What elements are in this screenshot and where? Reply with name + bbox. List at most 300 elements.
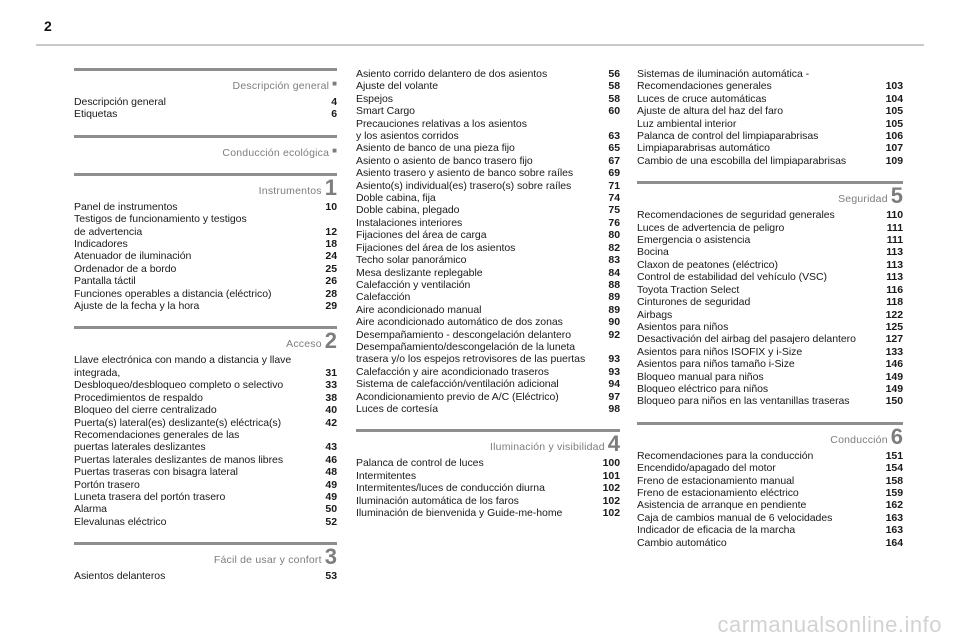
section-rule: [74, 135, 337, 138]
entry-label: Smart Cargo: [356, 105, 415, 118]
entry-page-number: 24: [325, 250, 337, 263]
entry-page-number: 102: [602, 494, 620, 507]
entry-label: Toyota Traction Select: [637, 283, 740, 296]
toc-entry[interactable]: [356, 329, 620, 341]
toc-entry[interactable]: [356, 403, 620, 415]
entry-label: Limpiaparabrisas automático: [637, 142, 770, 155]
toc-entry[interactable]: [637, 222, 903, 234]
entry-page-number: 63: [608, 130, 620, 143]
entry-page-number: 49: [325, 478, 337, 491]
toc-entry[interactable]: [74, 96, 337, 108]
toc-entry[interactable]: [356, 180, 620, 192]
toc-entry[interactable]: [74, 392, 337, 404]
entry-page-number: 53: [325, 570, 337, 583]
toc-entry[interactable]: [356, 291, 620, 303]
toc-entry[interactable]: [356, 217, 620, 229]
entry-page-number: 33: [325, 379, 337, 392]
section-heading[interactable]: [74, 173, 337, 200]
entry-label: Recomendaciones generales de las: [74, 428, 240, 441]
section-number: 4: [607, 431, 620, 457]
toc-entry[interactable]: [356, 229, 620, 241]
toc-entry[interactable]: [74, 226, 337, 238]
entry-page-number: 42: [325, 416, 337, 429]
entry-page-number: 93: [608, 365, 620, 378]
entry-label: Caja de cambios manual de 6 velocidades: [637, 511, 833, 524]
entry-label: Recomendaciones generales: [637, 80, 772, 93]
toc-entry[interactable]: [637, 271, 903, 283]
toc-entry[interactable]: [74, 354, 337, 366]
toc-entry[interactable]: [74, 213, 337, 225]
entry-label: Puertas traseras con bisagra lateral: [74, 466, 238, 479]
toc-entry[interactable]: [74, 238, 337, 250]
entry-page-number: 122: [885, 308, 903, 321]
entry-label: Descripción general: [74, 96, 166, 108]
entry-page-number: 75: [608, 204, 620, 217]
entry-page-number: 80: [608, 229, 620, 242]
section-heading[interactable]: [74, 326, 337, 354]
toc-entry[interactable]: [356, 68, 620, 80]
entry-label: Luz ambiental interior: [637, 117, 737, 130]
entry-label: Cambio de una escobilla del limpiaparabrisas: [637, 154, 847, 167]
entry-label: Ajuste del volante: [356, 80, 438, 93]
toc-entry[interactable]: [637, 450, 903, 462]
entry-page-number: 104: [885, 92, 903, 105]
entry-label: Freno de estacionamiento eléctrico: [637, 486, 799, 499]
section-title: Seguridad: [838, 193, 888, 206]
entry-label: Aire acondicionado automático de dos zonas: [356, 316, 563, 329]
entry-page-number: 110: [886, 209, 903, 222]
toc-entry[interactable]: [356, 142, 620, 154]
entry-page-number: 111: [886, 221, 903, 234]
toc-entry[interactable]: [356, 93, 620, 105]
entry-label: trasera y/o los espejos retrovisores de las puertas: [356, 353, 586, 366]
entry-label: Aire acondicionado manual: [356, 303, 482, 316]
entry-label: Bloqueo del cierre centralizado: [74, 404, 217, 417]
toc-entry[interactable]: [637, 383, 903, 395]
entry-page-number: 116: [886, 283, 903, 296]
entry-label: Doble cabina, plegado: [356, 204, 460, 217]
entry-label: Asiento o asiento de banco trasero fijo: [356, 154, 533, 167]
entry-label: y los asientos corridos: [356, 130, 459, 143]
toc-entry[interactable]: [637, 358, 903, 370]
entry-label: Indicador de eficacia de la marcha: [637, 524, 796, 537]
entry-label: Cambio automático: [637, 536, 727, 549]
entry-label: Ordenador de a bordo: [74, 262, 177, 275]
entry-label: Bloqueo para niños en las ventanillas traseras: [637, 395, 850, 408]
toc-entry[interactable]: [356, 204, 620, 216]
entry-page-number: 38: [325, 391, 337, 404]
entry-page-number: 67: [608, 154, 620, 167]
entry-page-number: 105: [885, 117, 903, 130]
entry-label: Control de estabilidad del vehículo (VSC): [637, 271, 827, 284]
toc-entry[interactable]: [637, 209, 903, 221]
entry-page-number: 83: [608, 254, 620, 267]
entry-label: Panel de instrumentos: [74, 200, 178, 213]
toc-entry[interactable]: [356, 316, 620, 328]
toc-entry[interactable]: [74, 300, 337, 312]
entry-label: Precauciones relativas a los asientos: [356, 117, 527, 130]
entry-page-number: 69: [608, 167, 620, 180]
entry-label: Pantalla táctil: [74, 275, 136, 288]
section-heading[interactable]: [74, 542, 337, 570]
toc-entry[interactable]: [637, 346, 903, 358]
toc-entry[interactable]: [637, 68, 903, 80]
toc-column-3: [637, 68, 903, 549]
toc-entry[interactable]: [356, 267, 620, 279]
section-heading[interactable]: [637, 422, 903, 449]
toc-entry[interactable]: [356, 105, 620, 117]
entry-page-number: 6: [331, 108, 337, 121]
entry-page-number: 149: [885, 370, 903, 383]
entry-page-number: 98: [608, 402, 620, 415]
toc-entry[interactable]: [74, 263, 337, 275]
entry-page-number: 40: [325, 404, 337, 417]
entry-label: Sistema de calefacción/ventilación adicional: [356, 378, 559, 391]
entry-page-number: 103: [885, 80, 903, 93]
entry-label: Instalaciones interiores: [356, 216, 463, 229]
toc-entry[interactable]: [74, 479, 337, 491]
entry-page-number: 92: [608, 328, 620, 341]
section-title: Instrumentos: [258, 184, 322, 197]
entry-label: integrada,: [74, 366, 121, 379]
entry-label: Intermitentes/luces de conducción diurna: [356, 482, 545, 495]
entry-page-number: 106: [885, 130, 903, 143]
entry-label: Emergencia o asistencia: [637, 234, 751, 247]
entry-page-number: 56: [608, 68, 620, 80]
toc-entry[interactable]: [356, 118, 620, 130]
entry-page-number: 105: [885, 105, 903, 118]
section-number: 1: [324, 174, 337, 200]
entry-label: Desempañamiento - descongelación delantero: [356, 328, 572, 341]
entry-label: Ajuste de la fecha y la hora: [74, 300, 200, 313]
entry-page-number: 149: [885, 382, 903, 395]
toc-entry[interactable]: [356, 167, 620, 179]
entry-label: Recomendaciones para la conducción: [637, 449, 814, 462]
toc-entry[interactable]: [74, 108, 337, 120]
entry-label: Calefacción: [356, 291, 411, 304]
toc-entry[interactable]: [356, 341, 620, 353]
section-title: Conducción: [830, 433, 888, 446]
toc-entry[interactable]: [637, 105, 903, 117]
entry-label: Funciones operables a distancia (eléctrico): [74, 287, 272, 300]
toc-entry[interactable]: [74, 516, 337, 528]
entry-page-number: 118: [886, 296, 903, 309]
entry-page-number: 12: [325, 225, 337, 238]
toc-entry[interactable]: [74, 454, 337, 466]
entry-label: Espejos: [356, 92, 394, 105]
toc-entry[interactable]: [356, 80, 620, 92]
entry-page-number: 154: [885, 462, 903, 475]
entry-page-number: 48: [325, 466, 337, 479]
toc-entry[interactable]: [637, 499, 903, 511]
toc-entry[interactable]: [637, 395, 903, 407]
entry-label: Asientos para niños tamaño i-Size: [637, 358, 795, 371]
toc-entry[interactable]: [637, 524, 903, 536]
toc-entry[interactable]: [356, 366, 620, 378]
entry-page-number: 58: [608, 92, 620, 105]
entry-page-number: 113: [886, 246, 903, 259]
toc-entry[interactable]: [637, 309, 903, 321]
entry-page-number: 49: [325, 490, 337, 503]
toc-entry[interactable]: [637, 487, 903, 499]
toc-entry[interactable]: [74, 288, 337, 300]
toc-entry[interactable]: [74, 417, 337, 429]
entry-label: Puerta(s) lateral(es) deslizante(s) eléctrica(s): [74, 416, 282, 429]
entry-label: Palanca de control del limpiaparabrisas: [637, 130, 819, 143]
toc-entry[interactable]: [356, 378, 620, 390]
entry-page-number: 94: [608, 378, 620, 391]
entry-page-number: 163: [885, 524, 903, 537]
entry-page-number: 65: [608, 142, 620, 155]
toc-entry[interactable]: [74, 503, 337, 515]
section-title: Fácil de usar y confort: [213, 554, 322, 567]
entry-label: Etiquetas: [74, 108, 118, 121]
entry-label: puertas laterales deslizantes: [74, 441, 206, 454]
toc-entry[interactable]: [356, 495, 620, 507]
entry-page-number: 4: [331, 96, 337, 108]
section-number: 3: [324, 544, 337, 570]
toc-entry[interactable]: [74, 250, 337, 262]
section-title: Descripción general: [232, 80, 330, 92]
header-divider: [36, 44, 924, 46]
entry-label: Asientos delanteros: [74, 570, 166, 583]
toc-entry[interactable]: [637, 155, 903, 167]
section-marker-icon: ■: [332, 79, 337, 88]
section-heading[interactable]: [637, 181, 903, 209]
entry-page-number: 90: [608, 316, 620, 329]
toc-entry[interactable]: [74, 367, 337, 379]
toc-entry[interactable]: [637, 321, 903, 333]
toc-entry[interactable]: [74, 379, 337, 391]
entry-label: Techo solar panorámico: [356, 254, 467, 267]
toc-entry[interactable]: [637, 93, 903, 105]
entry-label: Desbloqueo/desbloqueo completo o selectivo: [74, 379, 284, 392]
toc-entry[interactable]: [356, 130, 620, 142]
entry-page-number: 29: [325, 300, 337, 313]
toc-entry[interactable]: [74, 275, 337, 287]
entry-page-number: 101: [602, 469, 620, 482]
toc-entry[interactable]: [74, 201, 337, 213]
entry-page-number: 102: [602, 507, 620, 519]
entry-label: Iluminación de bienvenida y Guide-me-home: [356, 507, 563, 519]
entry-page-number: 162: [885, 499, 903, 512]
entry-label: Alarma: [74, 503, 107, 516]
section-rule: [74, 173, 337, 176]
toc-entry[interactable]: [356, 482, 620, 494]
entry-label: Asiento corrido delantero de dos asientos: [356, 68, 548, 80]
toc-entry[interactable]: [637, 512, 903, 524]
entry-label: Asiento de banco de una pieza fijo: [356, 142, 515, 155]
toc-entry[interactable]: [637, 130, 903, 142]
section-number: 6: [890, 423, 903, 449]
entry-page-number: 93: [608, 353, 620, 366]
toc-entry[interactable]: [74, 491, 337, 503]
entry-page-number: 146: [885, 358, 903, 371]
entry-page-number: 88: [608, 278, 620, 291]
entry-page-number: 74: [608, 192, 620, 205]
toc-entry[interactable]: [356, 304, 620, 316]
entry-label: Acondicionamiento previo de A/C (Eléctrico): [356, 390, 559, 403]
entry-page-number: 164: [885, 536, 903, 549]
toc-entry[interactable]: [356, 242, 620, 254]
entry-page-number: 50: [325, 503, 337, 516]
entry-page-number: 89: [608, 303, 620, 316]
toc-entry[interactable]: [356, 279, 620, 291]
section-rule: [74, 542, 337, 545]
entry-label: Asistencia de arranque en pendiente: [637, 499, 807, 512]
entry-page-number: 43: [325, 441, 337, 454]
entry-label: Mesa deslizante replegable: [356, 266, 483, 279]
entry-page-number: 46: [325, 453, 337, 466]
entry-page-number: 102: [602, 482, 620, 495]
entry-page-number: 10: [325, 200, 337, 213]
entry-label: Desempañamiento/descongelación de la luneta: [356, 340, 576, 353]
entry-page-number: 100: [602, 457, 620, 470]
section-title: Iluminación y visibilidad: [490, 441, 605, 454]
entry-page-number: 89: [608, 291, 620, 304]
page-number: 2: [44, 18, 52, 34]
entry-page-number: 82: [608, 241, 620, 254]
entry-label: Atenuador de iluminación: [74, 250, 192, 263]
toc-entry[interactable]: [637, 537, 903, 549]
entry-page-number: 158: [885, 474, 903, 487]
entry-label: Freno de estacionamiento manual: [637, 474, 795, 487]
toc-entry[interactable]: [637, 371, 903, 383]
section-rule: [74, 326, 337, 329]
entry-page-number: 113: [886, 258, 903, 271]
entry-page-number: 163: [885, 511, 903, 524]
toc-entry[interactable]: [356, 391, 620, 403]
entry-page-number: 84: [608, 266, 620, 279]
section-rule: [74, 68, 337, 71]
toc-entry[interactable]: [637, 333, 903, 345]
toc-entry[interactable]: [637, 246, 903, 258]
entry-page-number: 127: [885, 333, 903, 346]
entry-page-number: 113: [886, 271, 903, 284]
toc-column-1: [74, 68, 337, 583]
entry-label: Testigos de funcionamiento y testigos: [74, 213, 247, 226]
entry-page-number: 26: [325, 275, 337, 288]
entry-label: Claxon de peatones (eléctrico): [637, 258, 778, 271]
toc-entry[interactable]: [356, 507, 620, 519]
section-title: Conducción ecológica: [222, 146, 330, 159]
entry-label: Luneta trasera del portón trasero: [74, 490, 226, 503]
entry-page-number: 28: [325, 287, 337, 300]
toc-entry[interactable]: [356, 254, 620, 266]
entry-label: Palanca de control de luces: [356, 457, 484, 470]
entry-page-number: 107: [885, 142, 903, 155]
entry-label: Llave electrónica con mando a distancia y llave: [74, 354, 292, 367]
entry-label: Indicadores: [74, 238, 128, 251]
entry-label: Desactivación del airbag del pasajero delantero: [637, 333, 856, 346]
toc-entry[interactable]: [356, 155, 620, 167]
toc-entry[interactable]: [637, 80, 903, 92]
entry-label: Ajuste de altura del haz del faro: [637, 105, 784, 118]
entry-page-number: 31: [325, 366, 337, 379]
entry-page-number: 25: [325, 262, 337, 275]
entry-label: Asientos para niños ISOFIX y i-Size: [637, 345, 803, 358]
entry-label: Bloqueo manual para niños: [637, 370, 764, 383]
watermark: carmanualsonline.info: [717, 612, 942, 637]
toc-entry[interactable]: [637, 284, 903, 296]
entry-label: Portón trasero: [74, 478, 140, 491]
entry-label: Airbags: [637, 308, 673, 321]
entry-page-number: 125: [885, 320, 903, 333]
entry-label: Puertas laterales deslizantes de manos libres: [74, 453, 284, 466]
entry-label: Fijaciones del área de carga: [356, 229, 487, 242]
entry-page-number: 18: [325, 238, 337, 251]
entry-label: Recomendaciones de seguridad generales: [637, 209, 835, 222]
section-heading[interactable]: [356, 429, 620, 457]
toc-entry[interactable]: [637, 475, 903, 487]
entry-label: Luces de cruce automáticas: [637, 92, 767, 105]
section-rule: [356, 429, 620, 432]
section-heading[interactable]: [74, 135, 337, 159]
entry-page-number: 60: [608, 105, 620, 118]
toc-entry[interactable]: [74, 404, 337, 416]
entry-page-number: 58: [608, 80, 620, 93]
toc-entry[interactable]: [356, 192, 620, 204]
entry-label: Encendido/apagado del motor: [637, 462, 776, 475]
section-number: 5: [890, 183, 903, 209]
toc-entry[interactable]: [637, 142, 903, 154]
section-number: 2: [324, 328, 337, 354]
entry-label: Elevalunas eléctrico: [74, 515, 167, 528]
entry-label: Luces de cortesía: [356, 402, 439, 415]
section-heading[interactable]: [74, 68, 337, 92]
entry-label: Bloqueo eléctrico para niños: [637, 382, 769, 395]
section-rule: [637, 422, 903, 425]
toc-entry[interactable]: [356, 470, 620, 482]
entry-label: Calefacción y ventilación: [356, 278, 471, 291]
entry-label: Asiento(s) individual(es) trasero(s) sobre raíles: [356, 179, 572, 192]
entry-label: de advertencia: [74, 225, 143, 238]
entry-page-number: 133: [885, 345, 903, 358]
entry-page-number: 109: [885, 154, 903, 167]
entry-label: Calefacción y aire acondicionado traseros: [356, 365, 549, 378]
toc-entry[interactable]: [74, 466, 337, 478]
entry-label: Doble cabina, fija: [356, 192, 436, 205]
toc-column-2: [356, 68, 620, 519]
entry-label: Sistemas de iluminación automática -: [637, 68, 810, 80]
entry-page-number: 159: [885, 486, 903, 499]
entry-label: Asientos para niños: [637, 320, 729, 333]
entry-label: Intermitentes: [356, 469, 417, 482]
entry-page-number: 111: [886, 234, 903, 247]
toc-entry[interactable]: [356, 457, 620, 469]
entry-page-number: 71: [608, 179, 620, 192]
toc-entry[interactable]: [637, 296, 903, 308]
entry-label: Iluminación automática de los faros: [356, 494, 519, 507]
toc-entry[interactable]: [637, 259, 903, 271]
toc-entry[interactable]: [637, 462, 903, 474]
entry-label: Luces de advertencia de peligro: [637, 221, 785, 234]
section-marker-icon: ■: [332, 145, 337, 155]
toc-entry[interactable]: [74, 570, 337, 582]
entry-label: Procedimientos de respaldo: [74, 391, 203, 404]
entry-page-number: 150: [885, 395, 903, 408]
entry-label: Bocina: [637, 246, 669, 259]
toc-entry[interactable]: [74, 441, 337, 453]
entry-page-number: 52: [325, 515, 337, 528]
entry-label: Fijaciones del área de los asientos: [356, 241, 516, 254]
section-rule: [637, 181, 903, 184]
toc-entry[interactable]: [356, 353, 620, 365]
toc-entry[interactable]: [637, 234, 903, 246]
toc-entry[interactable]: [74, 429, 337, 441]
entry-label: Asiento trasero y asiento de banco sobre raíles: [356, 167, 574, 180]
toc-entry[interactable]: [637, 118, 903, 130]
